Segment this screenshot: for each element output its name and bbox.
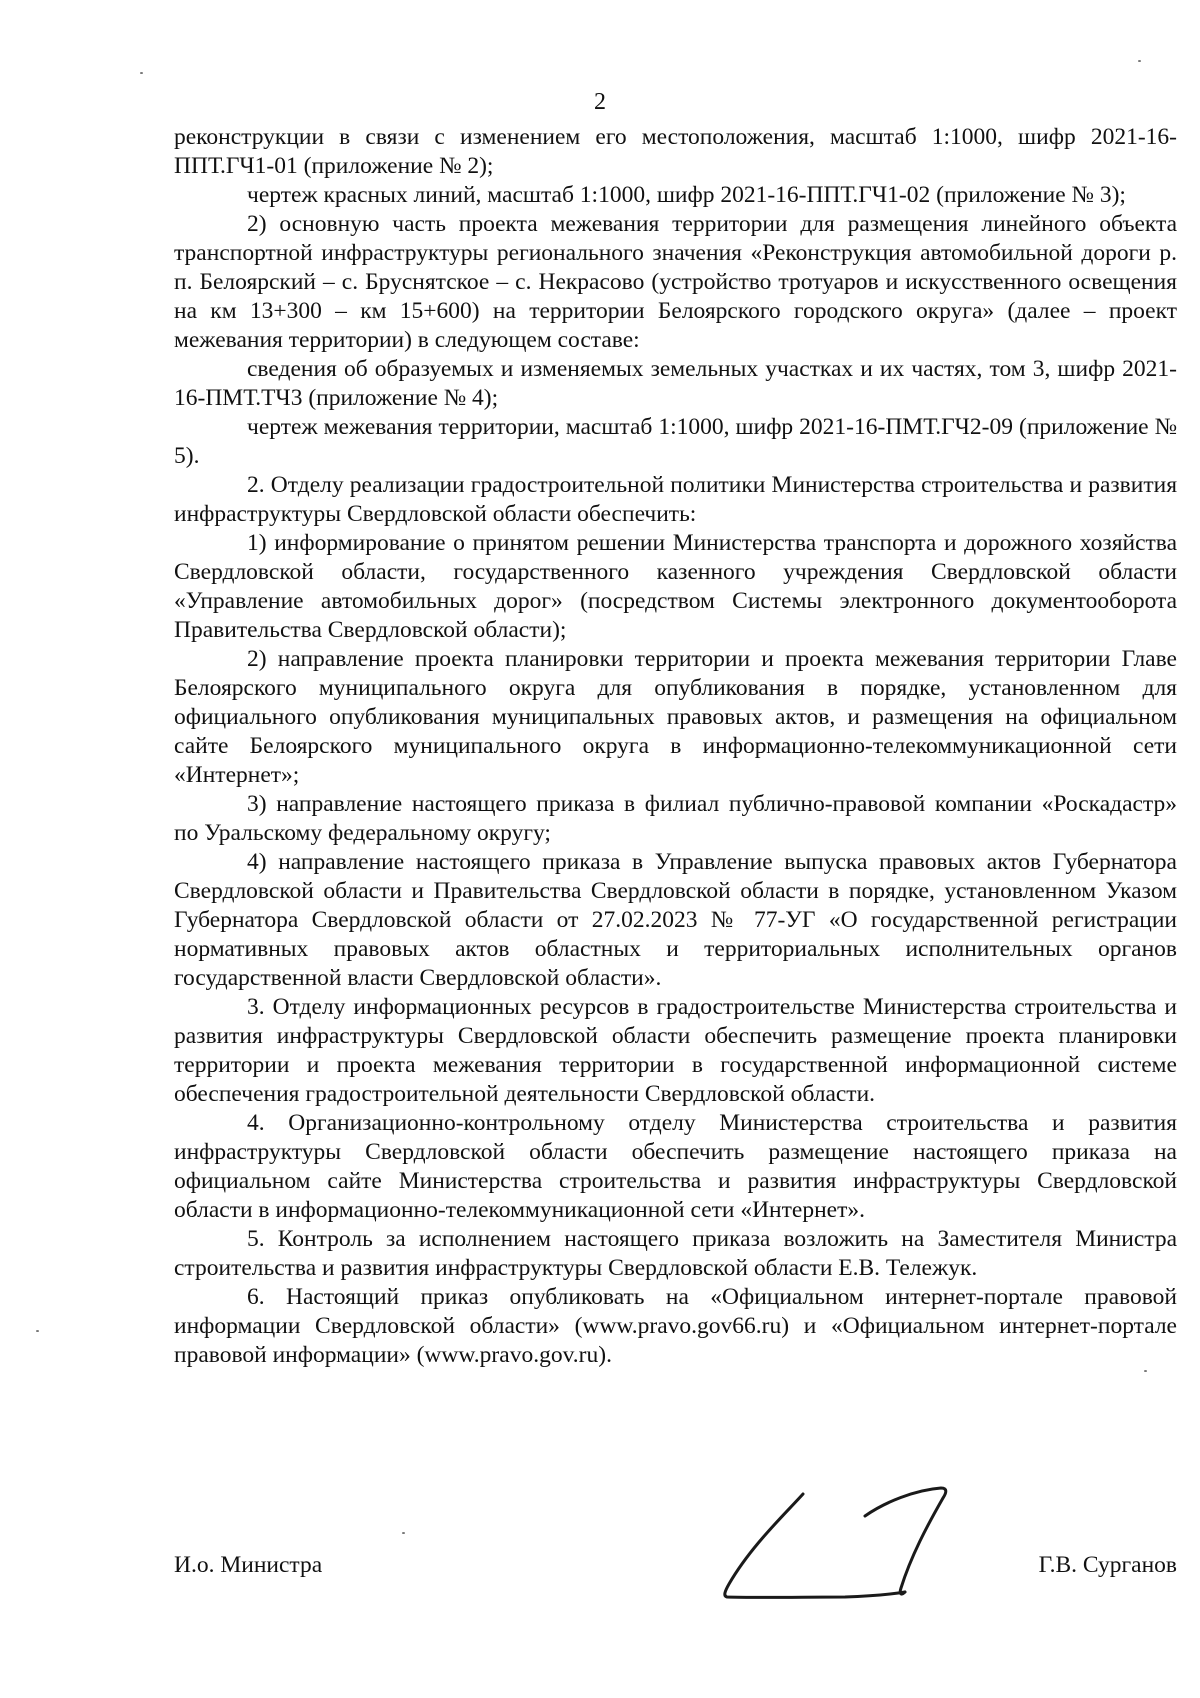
- scan-speck: [402, 1532, 405, 1534]
- paragraph: 4) направление настоящего приказа в Управление выпуска правовых актов Губернатора Свердловской области и Правительства Свердловской области в порядке, установленном Указом Губернатора Свердловской области от 27.02.2023 № 77-УГ «О государственной регистрации нормативных правовых актов областных и территориальных исполнительных органов государственной власти Свердловской области».: [174, 849, 1177, 991]
- signature-block: [174, 1550, 1177, 1580]
- paragraph: чертеж красных линий, масштаб 1:1000, шифр 2021-16-ППТ.ГЧ1-02 (приложение № 3);: [247, 182, 1126, 208]
- paragraph: 1) информирование о принятом решении Министерства транспорта и дорожного хозяйства Свердловской области, государственного казенного учреждения Свердловской области «Управление автомобильных дорог» (посредством Системы электронного документооборота Правительства Свердловской области);: [174, 530, 1177, 643]
- handwritten-signature: [715, 1480, 975, 1605]
- paragraph: 6. Настоящий приказ опубликовать на «Официальном интернет-портале правовой информации Свердловской области» (www.pravo.gov66.ru) и «Официальном интернет-портале правовой информации» (www.pravo.gov.ru).: [174, 1284, 1177, 1368]
- paragraph: сведения об образуемых и изменяемых земельных участках и их частях, том 3, шифр 2021-16-ПМТ.ТЧ3 (приложение № 4);: [174, 356, 1177, 411]
- signatory-role: И.о. Министра: [174, 1552, 323, 1578]
- page-number: 2: [594, 89, 606, 115]
- paragraph: 5. Контроль за исполнением настоящего приказа возложить на Заместителя Министра строительства и развития инфраструктуры Свердловской области Е.В. Тележук.: [174, 1226, 1177, 1281]
- paragraph: 2. Отделу реализации градостроительной политики Министерства строительства и развития инфраструктуры Свердловской области обеспечить:: [174, 472, 1177, 527]
- paragraph: 3. Отделу информационных ресурсов в градостроительстве Министерства строительства и развития инфраструктуры Свердловской области обеспечить размещение проекта планировки территории и проекта межевания территории в государственной информационной системе обеспечения градостроительной деятельности Свердловской области.: [174, 994, 1177, 1107]
- paragraph: чертеж межевания территории, масштаб 1:1000, шифр 2021-16-ПМТ.ГЧ2-09 (приложение № 5).: [174, 414, 1177, 469]
- scan-speck: [36, 1330, 39, 1332]
- paragraph: 2) направление проекта планировки территории и проекта межевания территории Главе Белоярского муниципального округа для опубликования в порядке, установленном для официального опубликования муниципальных правовых актов, и размещения на официальном сайте Белоярского муниципального округа в информационно-телекоммуникационной сети «Интернет»;: [174, 646, 1177, 788]
- document-body: [174, 123, 1177, 1370]
- signatory-name: Г.В. Сурганов: [1038, 1552, 1177, 1578]
- paragraph: 2) основную часть проекта межевания территории для размещения линейного объекта транспортной инфраструктуры регионального значения «Реконструкция автомобильной дороги р. п. Белоярский – с. Бруснятское – с. Некрасово (устройство тротуаров и искусственного освещения на км 13+300 – км 15+600) на территории Белоярского городского округа» (далее – проект межевания территории) в следующем составе:: [174, 211, 1177, 353]
- paragraph: 4. Организационно-контрольному отделу Министерства строительства и развития инфраструктуры Свердловской области обеспечить размещение настоящего приказа на официальном сайте Министерства строительства и развития инфраструктуры Свердловской области в информационно-телекоммуникационной сети «Интернет».: [174, 1110, 1177, 1223]
- scan-speck: [140, 72, 143, 74]
- paragraph: реконструкции в связи с изменением его местоположения, масштаб 1:1000, шифр 2021-16-ППТ.ГЧ1-01 (приложение № 2);: [174, 124, 1177, 179]
- scan-speck: [1144, 1370, 1147, 1372]
- paragraph: 3) направление настоящего приказа в филиал публично-правовой компании «Роскадастр» по Уральскому федеральному округу;: [174, 791, 1177, 846]
- scan-speck: [1138, 60, 1141, 62]
